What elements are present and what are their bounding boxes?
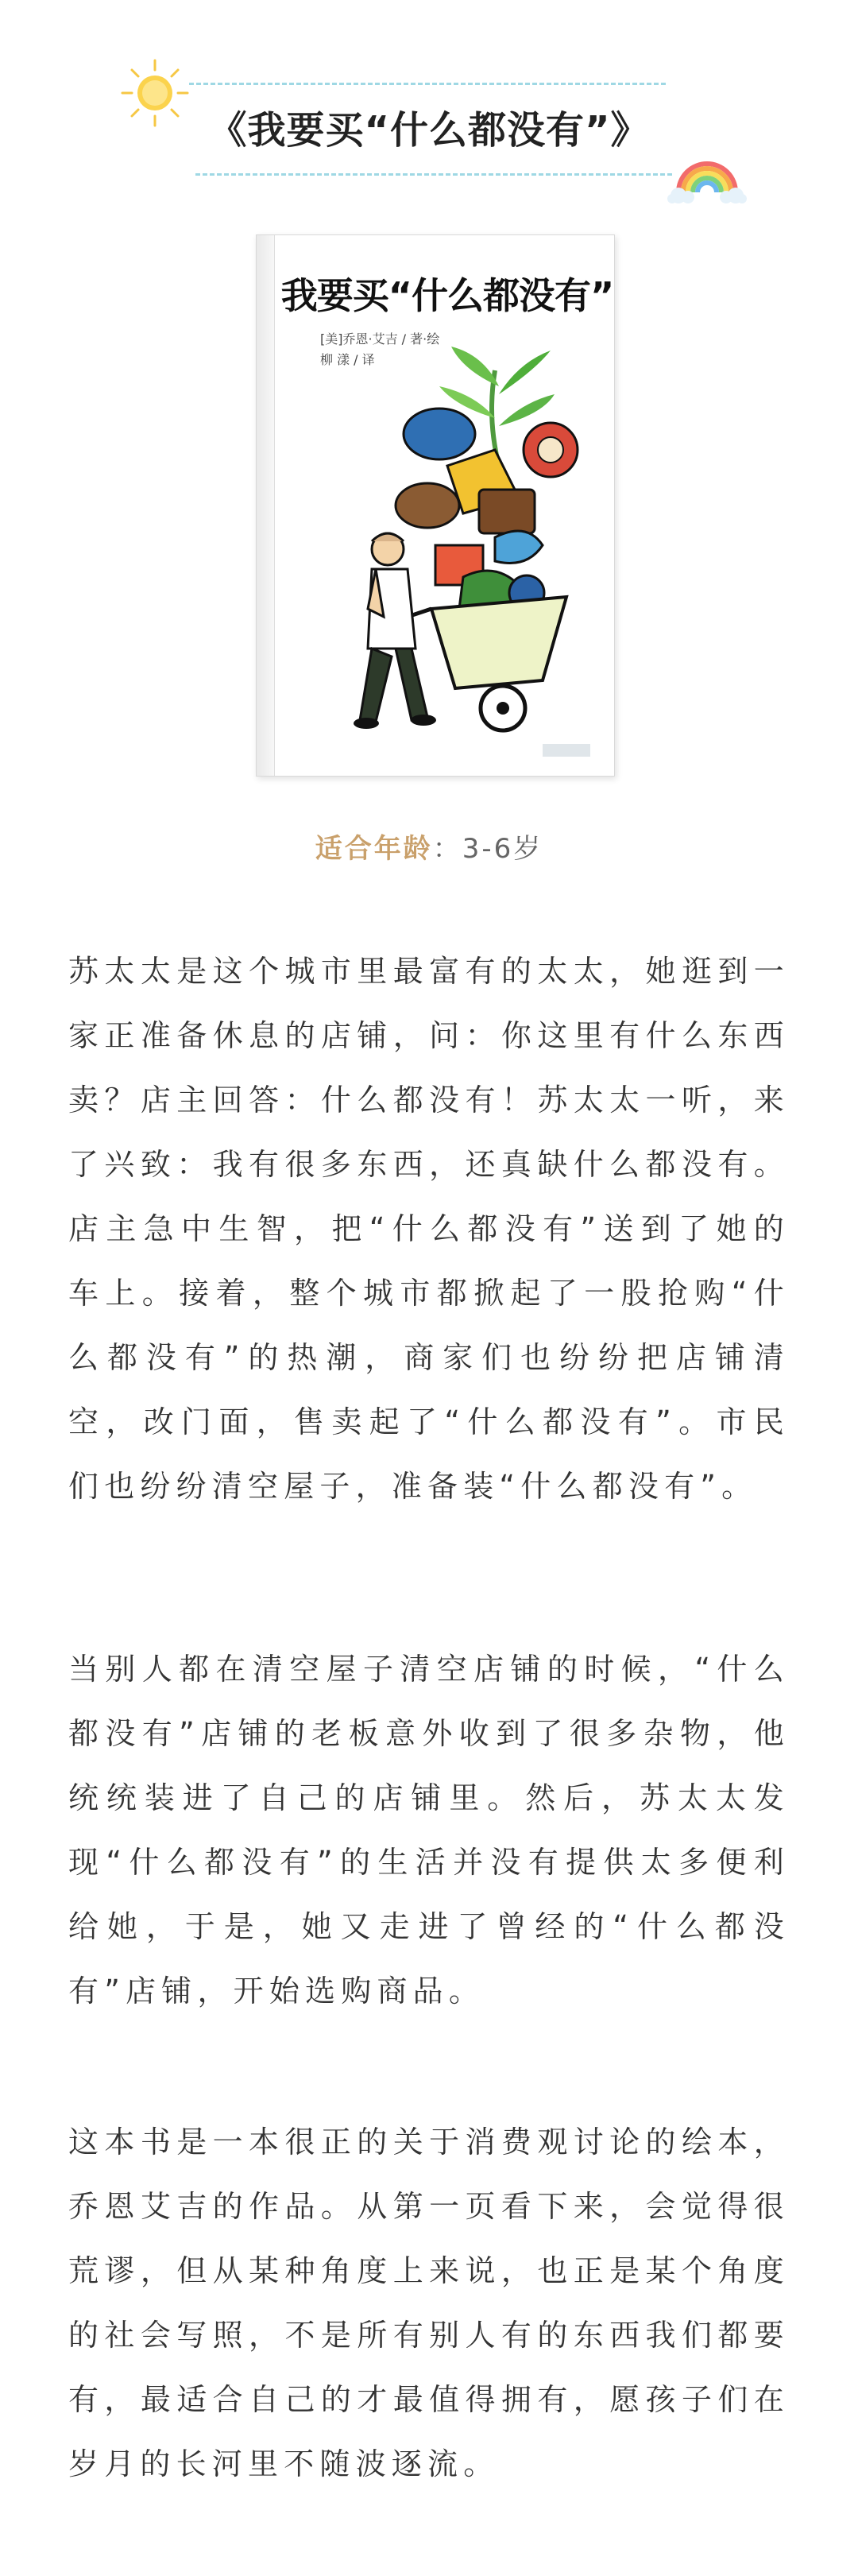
book-translator: 柳 漾 / 译 [320, 352, 375, 367]
book-cover-title: 我要买“什么都没有” [280, 274, 614, 317]
paragraph-story-part1: 苏太太是这个城市里最富有的太太，她逛到一家正准备休息的店铺，问：你这里有什么东西卖？店主回答：什么都没有！苏太太一听，来了兴致：我有很多东西，还真缺什么都没有。店主急中生智，把“什么都没有”送到了她的车上。接着，整个城市都掀起了一股抢购“什么都没有”的热潮，商家们也纷纷把店铺清空，改门面，售卖起了“什么都没有”。市民们也纷纷清空屋子，准备装“什么都没有”。 [68, 954, 790, 1504]
age-label: 适合年龄 [315, 833, 433, 865]
paragraph-story-part2: 当别人都在清空屋子清空店铺的时候，“什么都没有”店铺的老板意外收到了很多杂物，他统统装进了自己的店铺里。然后，苏太太发现“什么都没有”的生活并没有提供太多便利给她，于是，她又走进了曾经的“什么都没有”店铺，开始选购商品。 [68, 1652, 790, 2009]
age-separator: ： [432, 833, 462, 865]
age-value: 3-6岁 [462, 833, 543, 865]
dashed-divider-top [189, 83, 666, 85]
article-header [0, 0, 858, 199]
paragraph-review: 这本书是一本很正的关于消费观讨论的绘本，乔恩艾吉的作品。从第一页看下来，会觉得很荒谬，但从某种角度上来说，也正是某个角度的社会写照，不是所有别人有的东西我们都要有，最适合自己的才最值得拥有，愿孩子们在岁月的长河里不随波逐流。 [68, 2125, 790, 2481]
book-author: [美]乔恩·艾吉 / 著·绘 [320, 331, 440, 347]
article-title: 《我要买“什么都没有”》 [208, 108, 650, 153]
book-cover-image [256, 234, 615, 777]
dashed-divider-bottom [195, 173, 672, 176]
age-range-line [0, 827, 858, 866]
rainbow-icon [667, 151, 747, 207]
